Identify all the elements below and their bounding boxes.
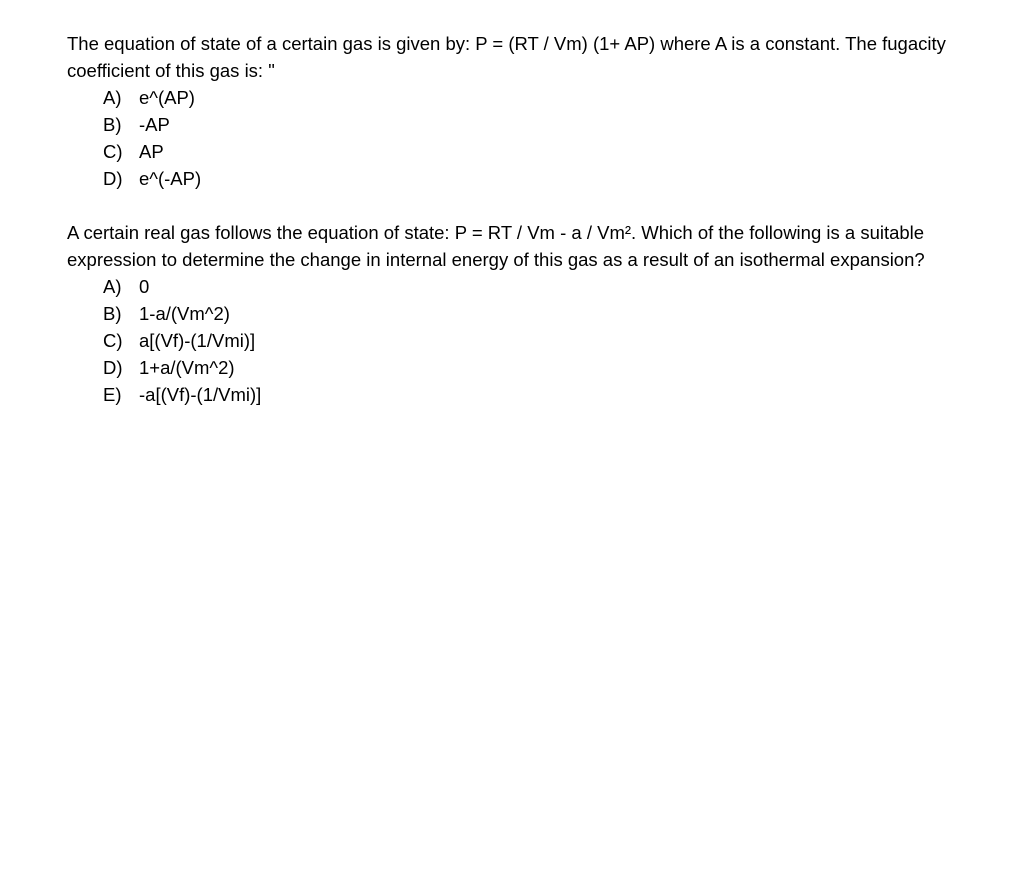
option-letter: D) bbox=[103, 168, 123, 189]
option-text: 0 bbox=[139, 276, 150, 297]
question-2-option-e bbox=[103, 381, 987, 408]
option-text: e^(-AP) bbox=[139, 168, 202, 189]
document-page bbox=[67, 30, 987, 408]
question-2-option-c bbox=[103, 327, 987, 354]
option-text: AP bbox=[139, 141, 164, 162]
question-2-stem: A certain real gas follows the equation of state: P = RT / Vm - a / Vm². Which of the following is a suitable expression to determine the change in internal energy of this gas as a result of an isothermal expansion? bbox=[67, 222, 925, 270]
option-letter: C) bbox=[103, 330, 123, 351]
option-letter: C) bbox=[103, 141, 123, 162]
question-2-option-b bbox=[103, 300, 987, 327]
option-text: 1+a/(Vm^2) bbox=[139, 357, 235, 378]
question-1-option-c bbox=[103, 138, 987, 165]
question-1-option-b bbox=[103, 111, 987, 138]
option-letter: B) bbox=[103, 114, 122, 135]
question-1-stem: The equation of state of a certain gas is given by: P = (RT / Vm) (1+ AP) where A is a constant. The fugacity coefficient of this gas is: " bbox=[67, 33, 946, 81]
option-text: 1-a/(Vm^2) bbox=[139, 303, 230, 324]
option-text: a[(Vf)-(1/Vmi)] bbox=[139, 330, 256, 351]
question-2-option-d bbox=[103, 354, 987, 381]
option-letter: D) bbox=[103, 357, 123, 378]
option-text: -a[(Vf)-(1/Vmi)] bbox=[139, 384, 262, 405]
option-letter: E) bbox=[103, 384, 122, 405]
question-2-options bbox=[67, 273, 987, 408]
question-1-options bbox=[67, 84, 987, 192]
question-1-option-d bbox=[103, 165, 987, 192]
question-2 bbox=[67, 219, 987, 408]
option-letter: A) bbox=[103, 276, 122, 297]
option-letter: A) bbox=[103, 87, 122, 108]
option-text: -AP bbox=[139, 114, 170, 135]
option-text: e^(AP) bbox=[139, 87, 195, 108]
option-letter: B) bbox=[103, 303, 122, 324]
question-2-option-a bbox=[103, 273, 987, 300]
question-1-option-a bbox=[103, 84, 987, 111]
question-1 bbox=[67, 30, 987, 192]
